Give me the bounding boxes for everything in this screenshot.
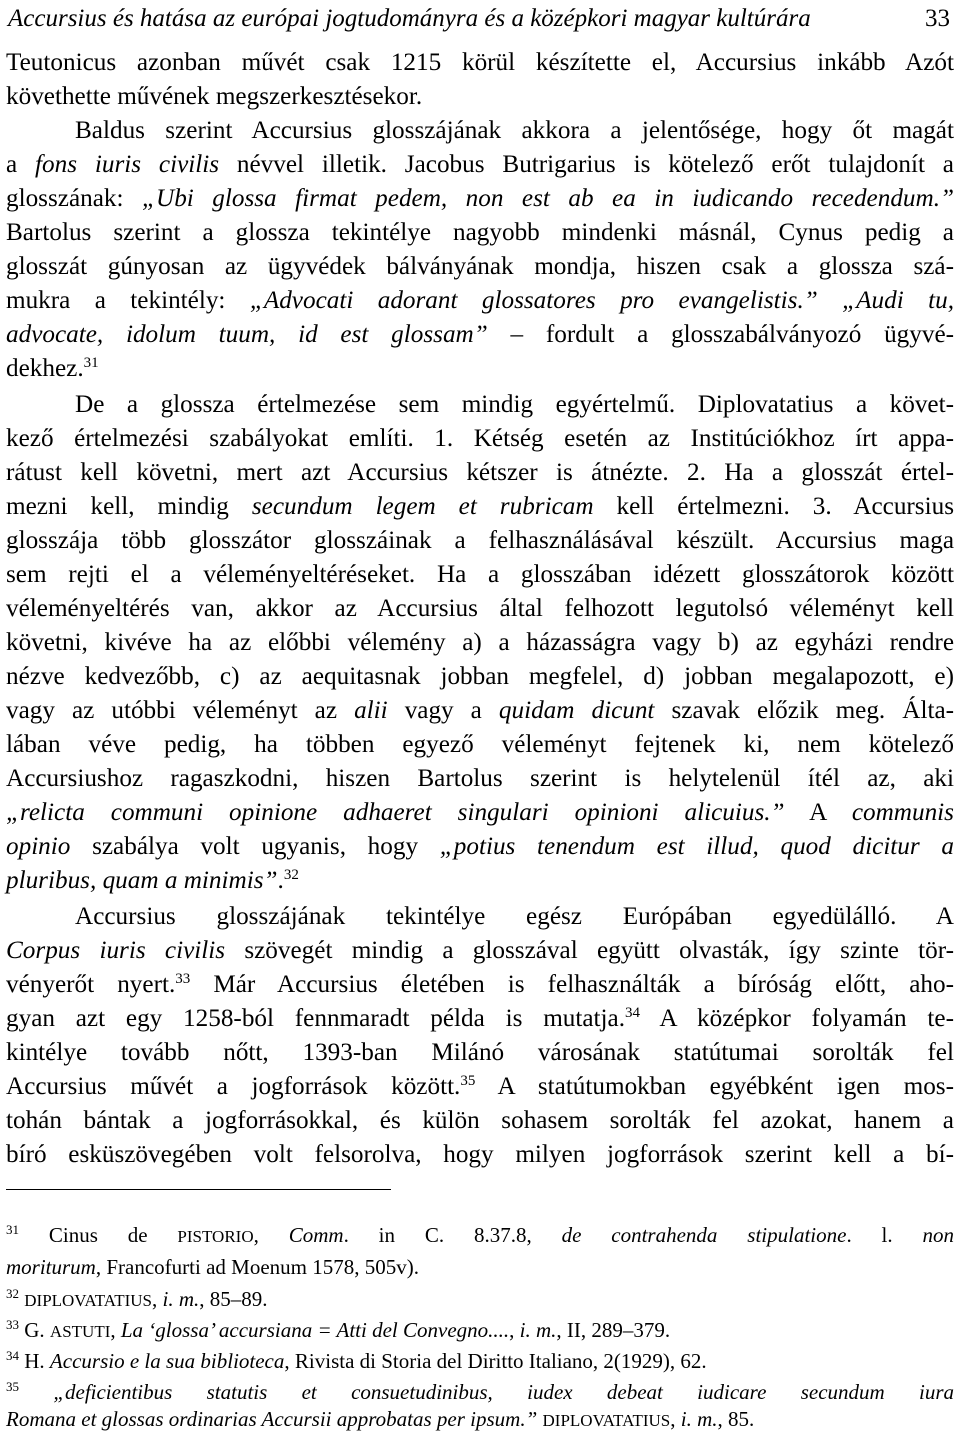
footnote-32: $^{32}$ DIPLOVATATIUS, i. m., 85–89. bbox=[6, 1286, 268, 1311]
body-line: kintélye tovább nőtt, 1393-ban Milánó városának statútumai sorolták fel bbox=[6, 1039, 954, 1066]
footnote-34: $^{34}$ H. Accursio e la sua biblioteca, Rivista di Storia del Diritto Italiano, 2(1929), 62. bbox=[6, 1348, 707, 1373]
body-line: kező értelmezési szabályokat említi. 1. Kétség esetén az Institúciókhoz írt appa- bbox=[6, 425, 954, 452]
body-line: Accursius glosszájának tekintélye egész Európában egyedülálló. A bbox=[75, 903, 954, 930]
body-line: sem rejti el a véleményeltéréseket. Ha a glosszában idézett glosszátorok között bbox=[6, 561, 954, 588]
footnote-ref: 32 bbox=[283, 867, 299, 883]
body-line: Baldus szerint Accursius glosszájának akkora a jelentősége, hogy őt magát bbox=[75, 117, 954, 144]
footnote-35-cont: Romana et glossas ordinarias Accursii approbatas per ipsum.” DIPLOVATATIUS, i. m., 85. bbox=[6, 1407, 755, 1431]
body-line: a fons iuris civilis névvel illetik. Jacobus Butrigarius is kötelező erőt tulajdonít a bbox=[6, 151, 954, 178]
footnote-ref: 31 bbox=[83, 355, 99, 371]
footnote-ref: 33 bbox=[175, 971, 191, 987]
body-line: tohán bántak a jogforrásokkal, és külön sohasem sorolták fel azokat, hanem a bbox=[6, 1107, 954, 1134]
page-number: 33 bbox=[925, 5, 950, 32]
body-line: Corpus iuris civilis szövegét mindig a glosszával együtt olvasták, így szinte tör- bbox=[6, 937, 955, 964]
footnote-31: $^{31}$ Cinus de PISTORIO, Comm. in C. 8.37.8, de contrahenda stipulatione. l. non bbox=[6, 1222, 955, 1247]
body-line: glosszát gúnyosan az ügyvédek bálványának mondja, hiszen csak a glossza szá- bbox=[6, 253, 954, 280]
body-line: mukra a tekintély: „Advocati adorant glossatores pro evangelistis.” „Audi tu, bbox=[6, 287, 954, 314]
body-line: opinio szabálya volt ugyanis, hogy „potius tenendum est illud, quod dicitur a bbox=[6, 833, 954, 860]
body-line: vagy az utóbbi véleményt az alii vagy a quidam dicunt szavak előzik meg. Álta- bbox=[6, 697, 955, 724]
footnote-35: $^{35}$ „deficientibus statutis et consuetudinibus, iudex debeat iudicare secundum iura bbox=[6, 1379, 954, 1404]
body-line: Teutonicus azonban művét csak 1215 körül készítette el, Accursius inkább Azót bbox=[6, 49, 954, 76]
body-line: rátust kell követni, mert azt Accursius kétszer is átnézte. 2. Ha a glosszát értel- bbox=[6, 459, 954, 486]
body-line: követhette művének megszerkesztésekor. bbox=[6, 83, 423, 110]
body-line: De a glossza értelmezése sem mindig egyértelmű. Diplovatatius a követ- bbox=[75, 391, 954, 418]
body-line: követni, kivéve ha az előbbi vélemény a) a házasságra vagy b) az egyházi rendre bbox=[6, 629, 954, 656]
body-line: „relicta communi opinione adhaeret singulari opinioni alicuius.” A communis bbox=[6, 799, 954, 826]
body-line: glosszának: „Ubi glossa firmat pedem, non est ab ea in iudicando recedendum.” bbox=[6, 185, 955, 212]
footnote-ref: 35 bbox=[460, 1073, 476, 1089]
body-line: lában véve pedig, ha többen egyező véleményt fejtenek ki, nem kötelező bbox=[6, 731, 954, 758]
body-line: vényerőt nyert.$^{33}$ Már Accursius életében is felhasználták a bíróság előtt, aho- bbox=[6, 971, 954, 998]
body-line: gyan azt egy 1258-ból fennmaradt példa is mutatja.$^{34}$ A középkor folyamán te- bbox=[6, 1005, 954, 1032]
body-line: véleményeltérés van, akkor az Accursius által felhozott legutolsó véleményt kell bbox=[6, 595, 954, 622]
running-header bbox=[8, 2, 952, 36]
body-line: pluribus, quam a minimis”.$^{32}$ bbox=[6, 867, 299, 894]
header-title: Accursius és hatása az európai jogtudományra és a középkori magyar kultúrára bbox=[8, 5, 811, 32]
body-line: advocate, idolum tuum, id est glossam” – fordult a glosszabálványozó ügyvé- bbox=[6, 321, 955, 348]
body-line: Bartolus szerint a glossza tekintélye nagyobb mindenki másnál, Cynus pedig a bbox=[6, 219, 954, 246]
footnote-ref: 34 bbox=[625, 1005, 641, 1021]
body-line: bíró esküszövegében volt felsorolva, hogy milyen jogforrások szerint kell a bí- bbox=[6, 1141, 954, 1168]
body-line: dekhez.$^{31}$ bbox=[6, 355, 99, 382]
body-line: Accursius művét a jogforrások között.$^{35}$ A statútumokban egyébként igen mos- bbox=[6, 1073, 954, 1100]
footnote-31-cont: moriturum, Francofurti ad Moenum 1578, 505v). bbox=[6, 1255, 419, 1279]
body-line: nézve kedvezőbb, c) az aequitasnak jobban megfelel, d) jobban megalapozott, e) bbox=[6, 663, 954, 690]
body-line: glosszája több glosszátor glosszáinak a felhasználásával készült. Accursius maga bbox=[6, 527, 954, 554]
footnote-separator bbox=[6, 1189, 391, 1190]
body-line: Accursiushoz ragaszkodni, hiszen Bartolus szerint is helytelenül ítél az, aki bbox=[6, 765, 954, 792]
footnote-33: $^{33}$ G. ASTUTI, La ‘glossa’ accursiana = Atti del Convegno...., i. m., II, 289–379. bbox=[6, 1317, 671, 1342]
body-line: mezni kell, mindig secundum legem et rubricam kell értelmezni. 3. Accursius bbox=[6, 493, 954, 520]
